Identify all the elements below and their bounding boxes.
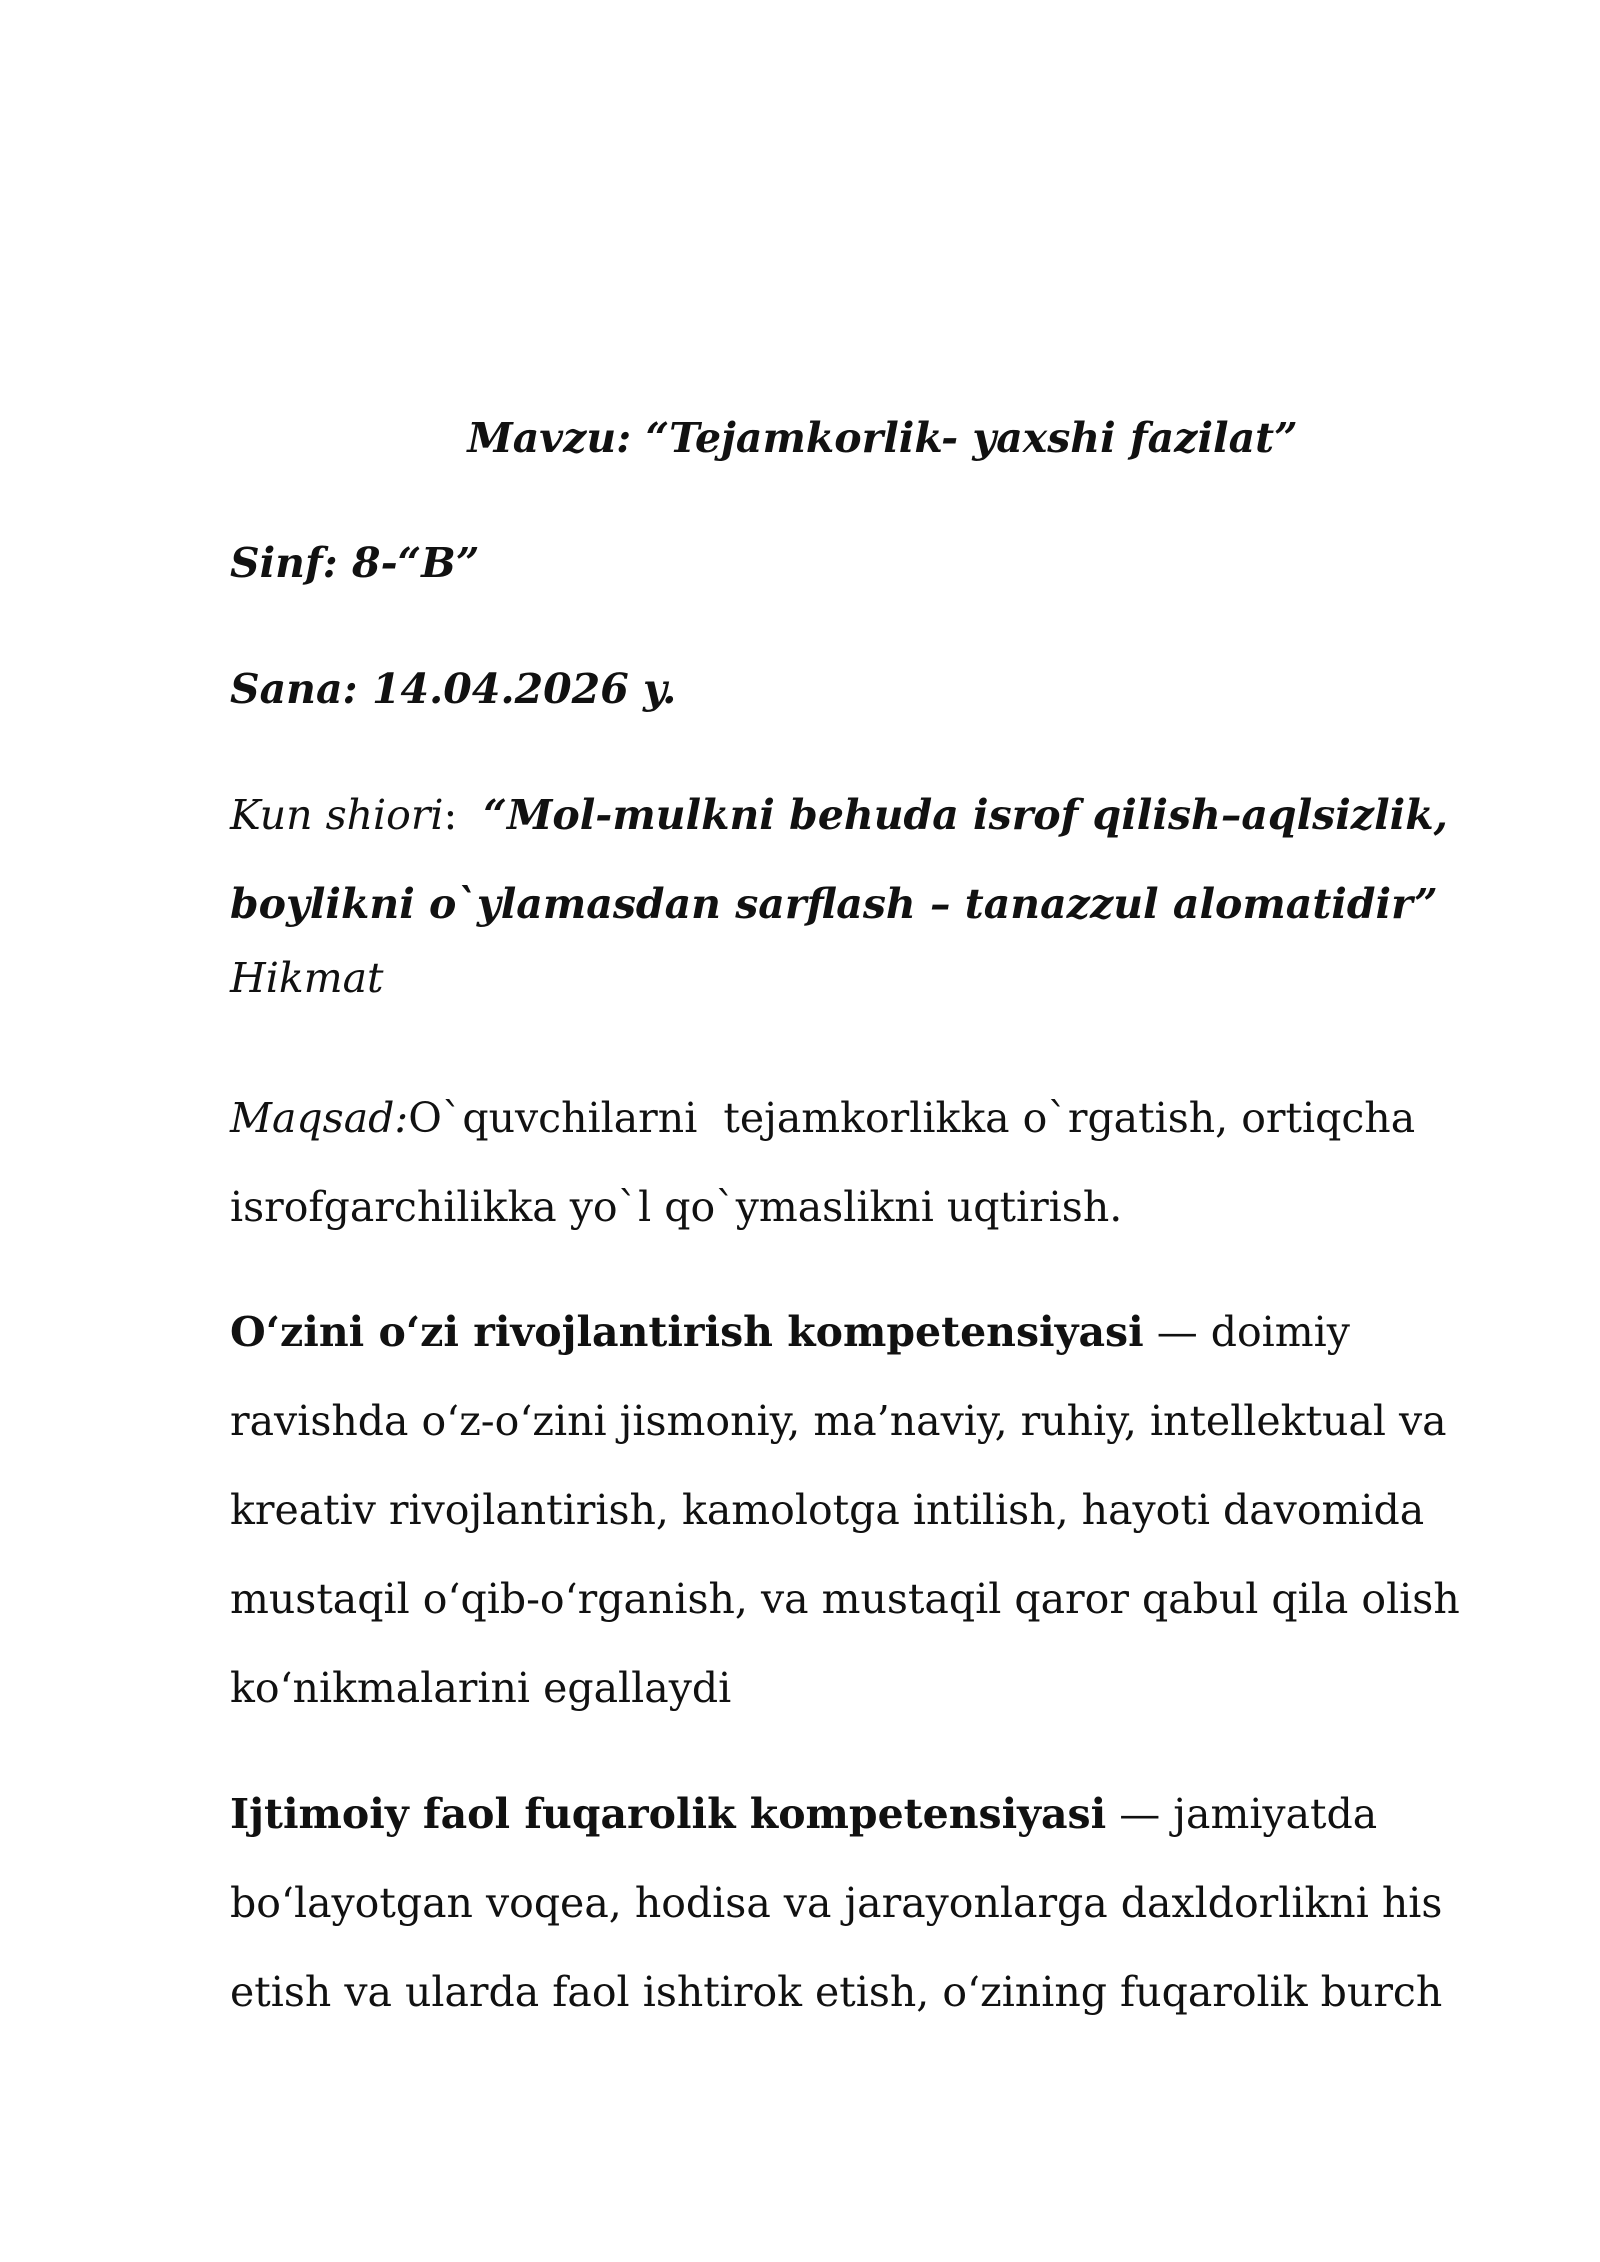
competency-line: ko‘nikmalarini egallaydi (230, 1664, 732, 1712)
competency-line: — jamiyatda (1106, 1790, 1378, 1838)
goal-line-2: isrofgarchilikka yo`l qo`ymaslikni uqtirish. (230, 1183, 1123, 1231)
competency-line: etish va ularda faol ishtirok etish, o‘zining fuqarolik burch (230, 1968, 1443, 2016)
goal-label: Maqsad: (230, 1094, 409, 1142)
motto-colon: : (443, 791, 484, 839)
competency-term: O‘zini o‘zi rivojlantirish kompetensiyasi (230, 1308, 1144, 1356)
date-line: Sana: 14.04.2026 y. (230, 665, 677, 713)
topic-heading: Mavzu: “Tejamkorlik- yaxshi fazilat” (467, 414, 1298, 462)
competency-line: bo‘layotgan voqea, hodisa va jarayonlarga daxldorlikni his (230, 1879, 1443, 1927)
motto-label: Kun shiori (230, 791, 444, 839)
class-line: Sinf: 8-“B” (230, 539, 480, 587)
goal-block (230, 1074, 1475, 1252)
motto-line-2: boylikni o`ylamasdan sarflash – tanazzul alomatidir” (230, 880, 1438, 928)
motto-source: Hikmat (230, 954, 384, 1002)
competency-term: Ijtimoiy faol fuqarolik kompetensiyasi (230, 1790, 1107, 1838)
competency-line: mustaqil o‘qib-o‘rganish, va mustaqil qaror qabul qila olish (230, 1575, 1460, 1623)
competency-line: ravishda o‘z-o‘zini jismoniy, ma’naviy, ruhiy, intellektual va (230, 1397, 1447, 1445)
motto-block (230, 771, 1475, 949)
motto-line-1: “Mol-mulkni behuda isrof qilish–aqlsizlik, (483, 791, 1448, 839)
goal-line-1: O`quvchilarni tejamkorlikka o`rgatish, ortiqcha (408, 1094, 1416, 1142)
competency-line: — doimiy (1143, 1308, 1350, 1356)
competency-self-development (230, 1288, 1475, 1733)
competency-line: kreativ rivojlantirish, kamolotga intilish, hayoti davomida (230, 1486, 1425, 1534)
competency-civic (230, 1770, 1475, 2037)
